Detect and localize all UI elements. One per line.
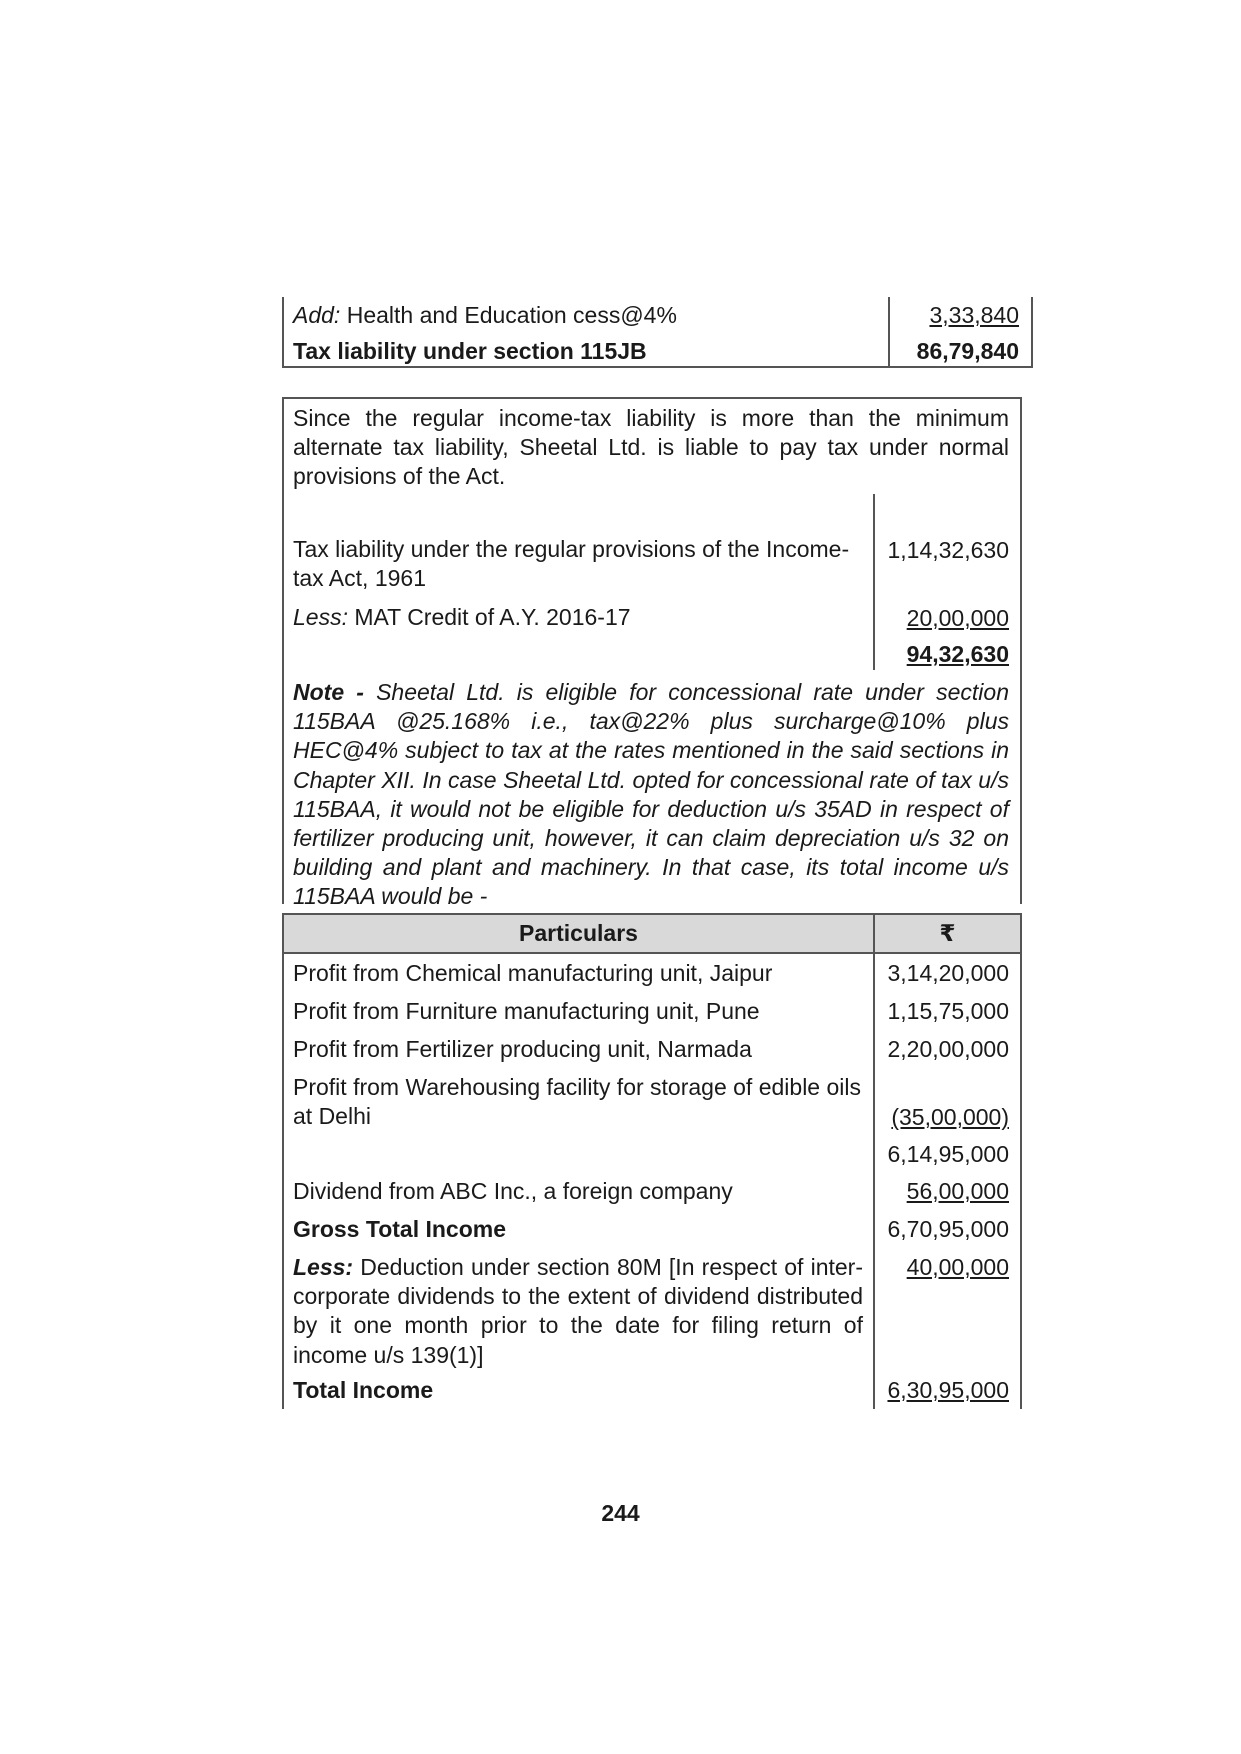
row-amount: 1,15,75,000 [887, 998, 1009, 1024]
page-number: 244 [601, 1500, 640, 1526]
cess-amount: 3,33,840 [929, 302, 1019, 328]
net-tax-amount: 94,32,630 [906, 641, 1009, 667]
regular-tax-label: Tax liability under the regular provisions of the Income-tax Act, 1961 [293, 536, 850, 592]
table-row: Dividend from ABC Inc., a foreign company [293, 1178, 733, 1204]
table-row: Profit from Warehousing facility for storage of edible oils at Delhi [293, 1074, 862, 1130]
conclusion-text: Since the regular income-tax liability is more than the minimum alternate tax liability, Sheetal Ltd. is liable to pay tax under normal provisions of the Act. [293, 405, 1009, 490]
row-amount: 3,14,20,000 [887, 960, 1009, 986]
mat-credit-amount: 20,00,000 [906, 605, 1009, 631]
header-particulars: Particulars [519, 920, 638, 946]
deduction-80m-label: Less: Deduction under section 80M [In respect of inter-corporate dividends to the extent of dividend distributed by it one month prior to the date for filing return of income u/s 139(1)] [293, 1254, 863, 1368]
subtotal-amount: 6,14,95,000 [887, 1141, 1009, 1167]
row-amount: 2,20,00,000 [887, 1036, 1009, 1062]
total-income-label: Total Income [293, 1377, 434, 1403]
header-rupee-icon: ₹ [939, 920, 956, 946]
note-paragraph: Note - Sheetal Ltd. is eligible for concessional rate under section 115BAA @25.168% i.e., tax@22% plus surcharge@10% plus HEC@4% subject to tax at the rates mentioned in the said sections in Chapter XII. In case Sheetal Ltd. opted for concessional rate of tax u/s 115BAA, it would not be eligible for deduction u/s 35AD in respect of fertilizer producing unit, however, it can claim depreciation u/s 32 on building and plant and machinery. In that case, its total income u/s 115BAA would be - [293, 679, 1009, 910]
table-row: Add: Health and Education cess@4% [293, 302, 677, 328]
gross-total-income-label: Gross Total Income [293, 1216, 507, 1242]
deduction-80m-amount: 40,00,000 [906, 1254, 1009, 1280]
table-row: Profit from Fertilizer producing unit, Narmada [293, 1036, 752, 1062]
row-amount: 56,00,000 [906, 1178, 1009, 1204]
row-amount: (35,00,000) [891, 1104, 1009, 1130]
total-income-amount: 6,30,95,000 [887, 1377, 1009, 1403]
table-row: Profit from Furniture manufacturing unit, Pune [293, 998, 760, 1024]
regular-tax-amount: 1,14,32,630 [887, 537, 1009, 563]
mat-credit-label: Less: MAT Credit of A.Y. 2016-17 [293, 604, 631, 630]
tax-liability-115jb-amount: 86,79,840 [916, 338, 1019, 364]
gross-total-income-amount: 6,70,95,000 [887, 1216, 1009, 1242]
table-row: Profit from Chemical manufacturing unit, Jaipur [293, 960, 773, 986]
tax-liability-115jb-label: Tax liability under section 115JB [293, 338, 647, 364]
